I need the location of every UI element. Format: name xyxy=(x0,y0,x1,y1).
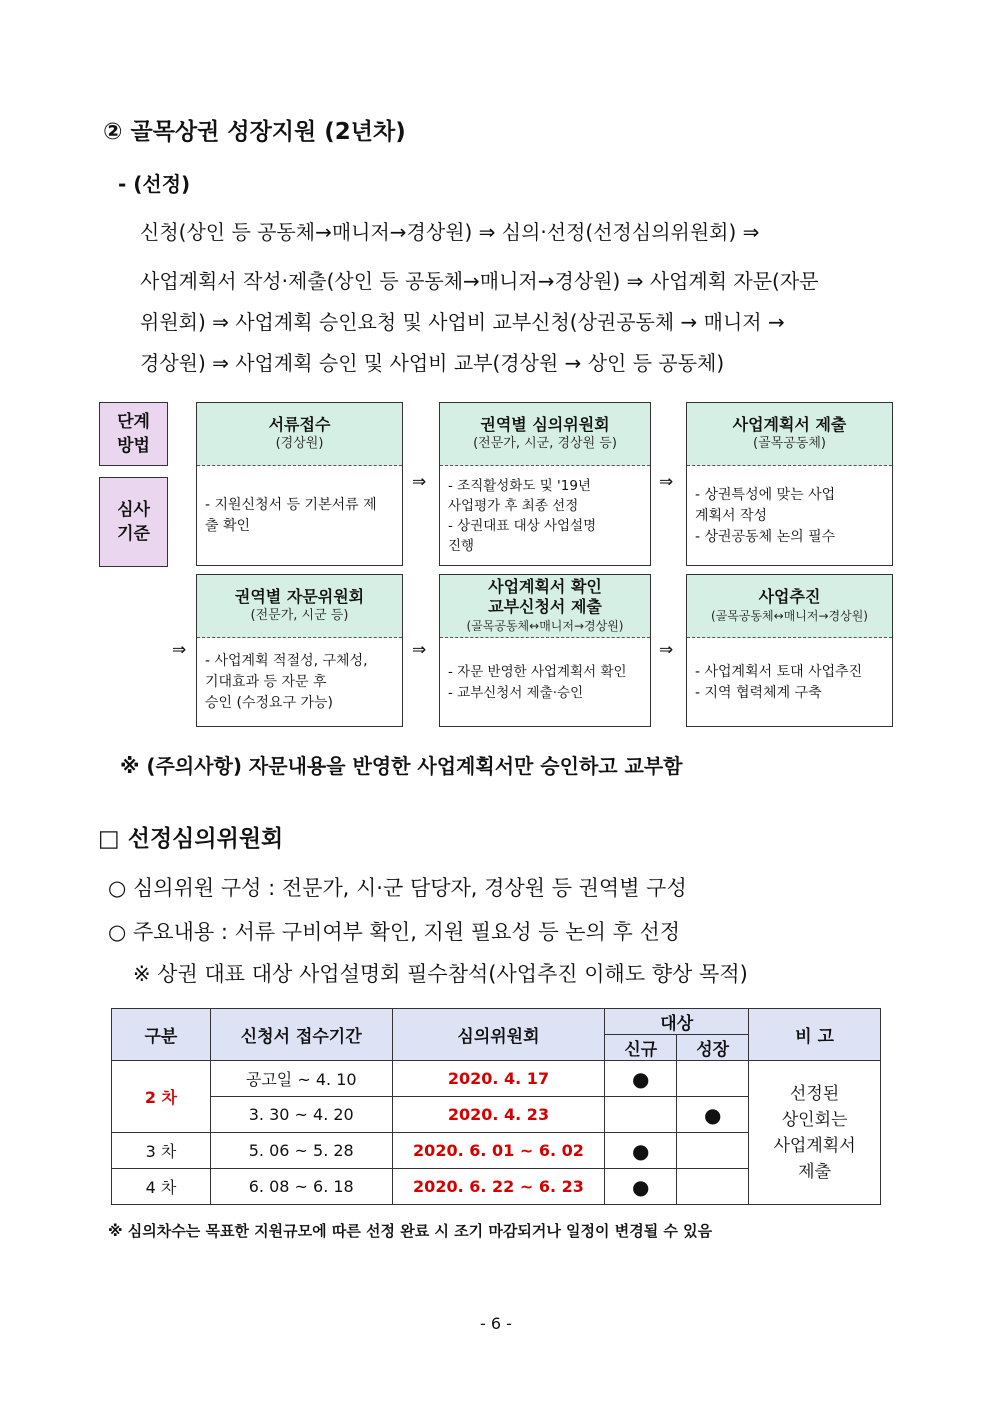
flow-arrow: ⇒ xyxy=(172,640,187,660)
cell-new: ● xyxy=(605,1061,677,1097)
cell-round: 4 차 xyxy=(112,1169,211,1205)
cell-period: 공고일 ~ 4. 10 xyxy=(210,1061,392,1097)
process-line: 신청(상인 등 공동체→매니저→경상원) ⇒ 심의·선정(선정심의위원회) ⇒ xyxy=(140,220,760,244)
header-committee: 심의위원회 xyxy=(392,1009,605,1061)
flow-box-body-line: 출 확인 xyxy=(205,518,251,534)
cell-period: 3. 30 ~ 4. 20 xyxy=(210,1097,392,1133)
process-line: 사업계획서 작성·제출(상인 등 공동체→매니저→경상원) ⇒ 사업계획 자문(자문 xyxy=(140,269,819,293)
cell-committee-date: 2020. 4. 17 xyxy=(392,1061,605,1097)
side-label-criteria xyxy=(99,477,168,567)
flow-arrow: ⇒ xyxy=(659,640,674,660)
flow-box-body-line: - 자문 반영한 사업계획서 확인 xyxy=(448,663,627,680)
flow-box-document-receipt xyxy=(196,402,403,566)
cell-round: 3 차 xyxy=(112,1133,211,1169)
flow-box-body-line: - 지역 협력체계 구축 xyxy=(695,684,822,701)
flow-box-sub: (전문가, 시군, 경상원 등) xyxy=(473,436,617,451)
cell-growth xyxy=(677,1133,749,1169)
cell-remark xyxy=(749,1061,881,1205)
flow-box-review-committee xyxy=(439,402,651,566)
cell-committee-date: 2020. 6. 22 ~ 6. 23 xyxy=(392,1169,605,1205)
remark-line: 선정된 xyxy=(789,1083,840,1104)
flow-box-body-line: 진행 xyxy=(448,538,475,554)
selection-sublabel: - (선정) xyxy=(118,172,191,196)
committee-title: □ 선정심의위원회 xyxy=(98,826,284,852)
flow-box-sub: (골목공동체) xyxy=(753,436,826,451)
flow-box-sub: (경상원) xyxy=(275,436,324,451)
process-description xyxy=(140,212,818,384)
remark-line: 제출 xyxy=(798,1161,831,1182)
caution-note: ※ (주의사항) 자문내용을 반영한 사업계획서만 승인하고 교부함 xyxy=(120,754,683,778)
flow-box-sub: (골목공동체↔매니저→경상원) xyxy=(711,609,868,623)
cell-growth xyxy=(677,1169,749,1205)
header-period: 신청서 접수기간 xyxy=(210,1009,392,1061)
flow-box-project-execution xyxy=(686,574,893,727)
flow-box-body-line: - 사업계획 적절성, 구체성, xyxy=(205,653,368,669)
remark-line: 사업계획서 xyxy=(773,1135,856,1156)
flow-box-title: 권역별 자문위원회 xyxy=(234,587,365,606)
flow-box-title: 사업추진 xyxy=(758,587,821,606)
flow-box-plan-confirmation xyxy=(439,574,651,727)
cell-new xyxy=(605,1097,677,1133)
schedule-table xyxy=(111,1008,881,1205)
flow-arrow: ⇒ xyxy=(412,640,427,660)
page-number: - 6 - xyxy=(480,1314,512,1333)
cell-round: 2 차 xyxy=(112,1061,211,1133)
cell-new: ● xyxy=(605,1169,677,1205)
footnote: ※ 심의차수는 목표한 지원규모에 따른 선정 완료 시 조기 마감되거나 일정이 변경될 수 있음 xyxy=(108,1222,713,1240)
flow-box-plan-submission xyxy=(686,402,893,566)
process-line: 경상원) ⇒ 사업계획 승인 및 사업비 교부(경상원 → 상인 등 공동체) xyxy=(140,351,725,375)
process-line: 위원회) ⇒ 사업계획 승인요청 및 사업비 교부신청(상권공동체 → 매니저 → xyxy=(140,310,785,334)
committee-bullet: ○ 심의위원 구성 : 전문가, 시·군 담당자, 경상원 등 권역별 구성 xyxy=(108,876,687,900)
committee-note: ※ 상권 대표 대상 사업설명회 필수참석(사업추진 이해도 향상 목적) xyxy=(133,962,748,986)
cell-growth xyxy=(677,1061,749,1097)
flow-box-title: 사업계획서 확인 교부신청서 제출 xyxy=(488,577,602,616)
cell-new: ● xyxy=(605,1133,677,1169)
header-target: 대상 xyxy=(605,1009,749,1035)
remark-line: 상인회는 xyxy=(781,1109,848,1130)
flow-box-body-line: - 사업계획서 토대 사업추진 xyxy=(695,663,863,680)
flow-box-sub: (전문가, 시군 등) xyxy=(250,608,349,623)
flow-box-sub: (골목공동체↔매니저→경상원) xyxy=(466,619,624,633)
flow-box-body-line: 계획서 작성 xyxy=(695,507,768,524)
side-label-step xyxy=(99,402,168,466)
cell-period: 5. 06 ~ 5. 28 xyxy=(210,1133,392,1169)
section-title: ② 골목상권 성장지원 (2년차) xyxy=(103,119,406,145)
cell-period: 6. 08 ~ 6. 18 xyxy=(210,1169,392,1205)
header-new: 신규 xyxy=(605,1035,677,1061)
flow-arrow: ⇒ xyxy=(412,472,427,492)
cell-growth: ● xyxy=(677,1097,749,1133)
cell-committee-date: 2020. 6. 01 ~ 6. 02 xyxy=(392,1133,605,1169)
flow-box-body-line: - 상권대표 대상 사업설명 xyxy=(448,518,597,534)
flow-box-body-line: - 상권공동체 논의 필수 xyxy=(695,528,836,545)
table-row xyxy=(112,1061,881,1097)
header-growth: 성장 xyxy=(677,1035,749,1061)
flow-box-body-line: 승인 (수정요구 가능) xyxy=(205,695,334,711)
flow-box-title: 사업계획서 제출 xyxy=(732,415,847,434)
flow-box-body-line: - 지원신청서 등 기본서류 제 xyxy=(205,497,377,513)
side-label-criteria-text: 심사 기준 xyxy=(117,500,150,544)
side-label-step-text: 단계 방법 xyxy=(117,412,150,456)
flow-box-advisory-committee xyxy=(196,574,403,727)
flow-box-body-line: - 상권특성에 맞는 사업 xyxy=(695,486,836,503)
flow-arrow: ⇒ xyxy=(659,472,674,492)
flow-box-title: 서류접수 xyxy=(268,415,331,434)
committee-bullet: ○ 주요내용 : 서류 구비여부 확인, 지원 필요성 등 논의 후 선정 xyxy=(108,920,681,944)
flow-box-title: 권역별 심의위원회 xyxy=(480,415,610,434)
flow-box-body-line: - 조직활성화도 및 '19년 xyxy=(448,478,591,494)
header-remark: 비 고 xyxy=(749,1009,881,1061)
header-round: 구분 xyxy=(112,1009,211,1061)
flow-box-body-line: 기대효과 등 자문 후 xyxy=(205,674,327,690)
flow-box-body-line: - 교부신청서 제출·승인 xyxy=(448,684,584,701)
cell-committee-date: 2020. 4. 23 xyxy=(392,1097,605,1133)
flow-box-body-line: 사업평가 후 최종 선정 xyxy=(448,498,579,514)
